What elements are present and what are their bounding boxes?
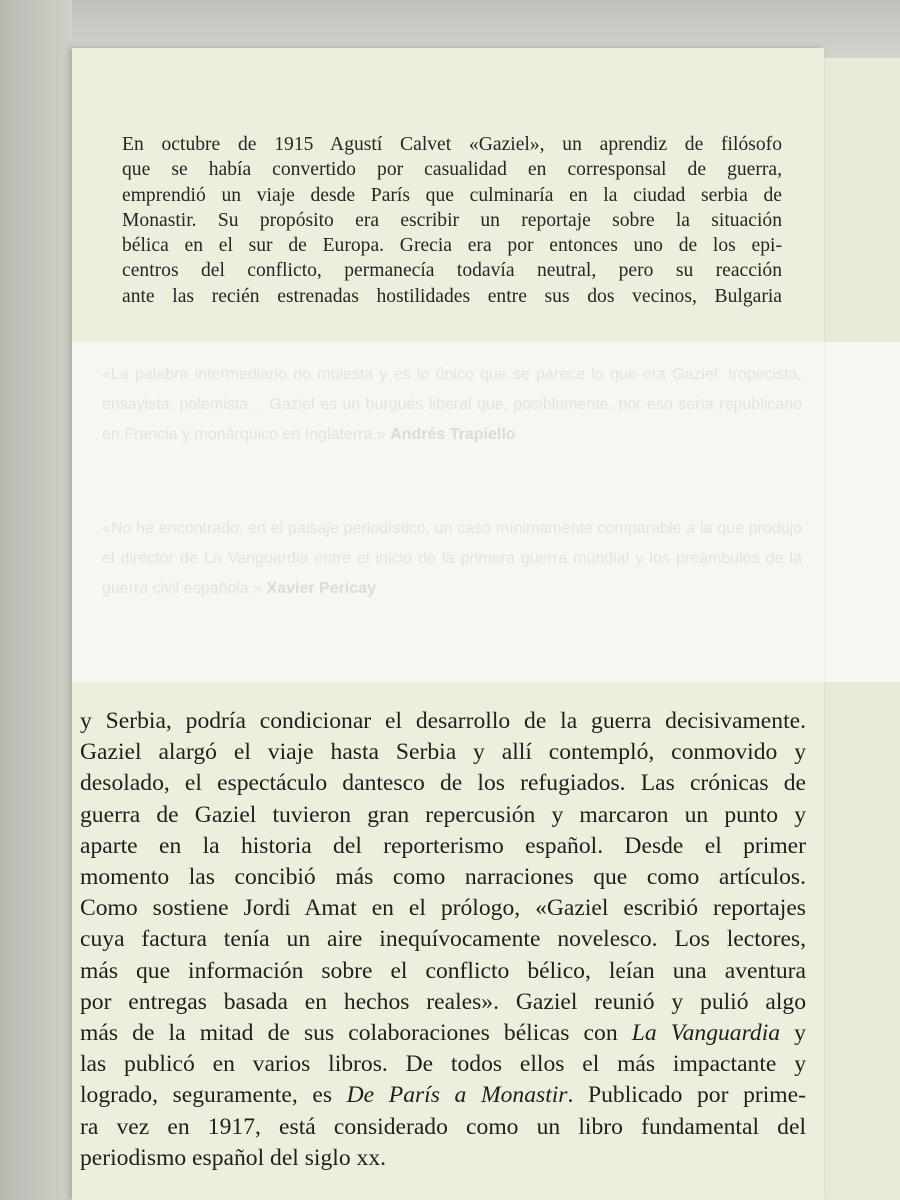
quote-author: Andrés Trapiello (390, 426, 516, 443)
text-line: momento las concibió más como narraciones que como artículos. (80, 864, 806, 891)
text-line: Monastir. Su propósito era escribir un reportaje sobre la situación (122, 209, 782, 231)
book-title: De París a Monastir (346, 1082, 568, 1109)
synopsis-bottom (80, 706, 806, 1174)
back-page-band (824, 342, 900, 682)
text-line: que se había convertido por casualidad en corresponsal de guerra, (122, 159, 782, 181)
text-line: bélica en el sur de Europa. Grecia era por entonces uno de los epi- (122, 235, 782, 257)
text-fragment: más de la mitad de sus colaboraciones bélicas con (80, 1020, 632, 1047)
book-back-cover (72, 48, 824, 1200)
text-line: Gaziel alargó el viaje hasta Serbia y allí contempló, conmovido y (80, 739, 806, 766)
text-line: guerra de Gaziel tuvieron gran repercusión y marcaron un punto y (80, 801, 806, 828)
text-line: Como sostiene Jordi Amat en el prólogo, «Gaziel escribió reportajes (80, 895, 806, 922)
text-fragment: y (780, 1020, 806, 1047)
text-line: cuya factura tenía un aire inequívocamente novelesco. Los lectores, (80, 926, 806, 953)
text-line: las publicó en varios libros. De todos ellos el más impactante y (80, 1051, 806, 1078)
newspaper-title: La Vanguardia (631, 1020, 781, 1047)
text-line: centros del conflicto, permanecía todavía neutral, pero su reacción (122, 260, 782, 282)
quote-text: «La palabra intermediario no molesta y es lo único que se parece lo que era Gaziel: tropecista, ensayista, polemista… Gaziel es un burgués liberal que, posiblemente, por eso sería republicano en Francia y monárquico en Inglaterra.» (102, 366, 802, 443)
text-line: más que información sobre el conflicto bélico, leían una aventura (80, 957, 806, 984)
text-line (80, 1018, 806, 1049)
text-line: por entregas basada en hechos reales». Gaziel reunió y pulió algo (80, 988, 806, 1015)
text-line: aparte en la historia del reporterismo español. Desde el primer (80, 832, 806, 859)
text-fragment: . Publicado por prime- (567, 1082, 806, 1109)
text-line: En octubre de 1915 Agustí Calvet «Gaziel», un aprendiz de filósofo (122, 134, 782, 155)
text-line: ante las recién estrenadas hostilidades entre sus dos vecinos, Bulgaria (122, 285, 782, 307)
text-fragment: logrado, seguramente, es (80, 1082, 347, 1109)
text-line: periodismo español del siglo xx. (80, 1144, 387, 1171)
background-left (0, 0, 72, 1200)
text-line: desolado, el espectáculo dantesco de los refugiados. Las crónicas de (80, 770, 806, 797)
text-line: y Serbia, podría condicionar el desarrollo de la guerra decisivamente. (80, 708, 806, 734)
text-line (80, 1080, 806, 1111)
synopsis-top (122, 132, 782, 309)
text-line: ra vez en 1917, está considerado como un libro fundamental del (80, 1113, 806, 1140)
blurb-quote-1 (102, 360, 802, 450)
quote-author: Xavier Pericay (266, 580, 376, 597)
blurb-quote-2 (102, 514, 802, 604)
quote-text: «No he encontrado, en el paisaje periodístico, un caso mínimamente comparable a la que produjo el director de La Vanguardia entre el inicio de la primera guerra mundial y los preámbulos de la guerra civil española.» (102, 520, 802, 597)
text-line: emprendió un viaje desde París que culminaría en la ciudad serbia de (122, 184, 782, 206)
